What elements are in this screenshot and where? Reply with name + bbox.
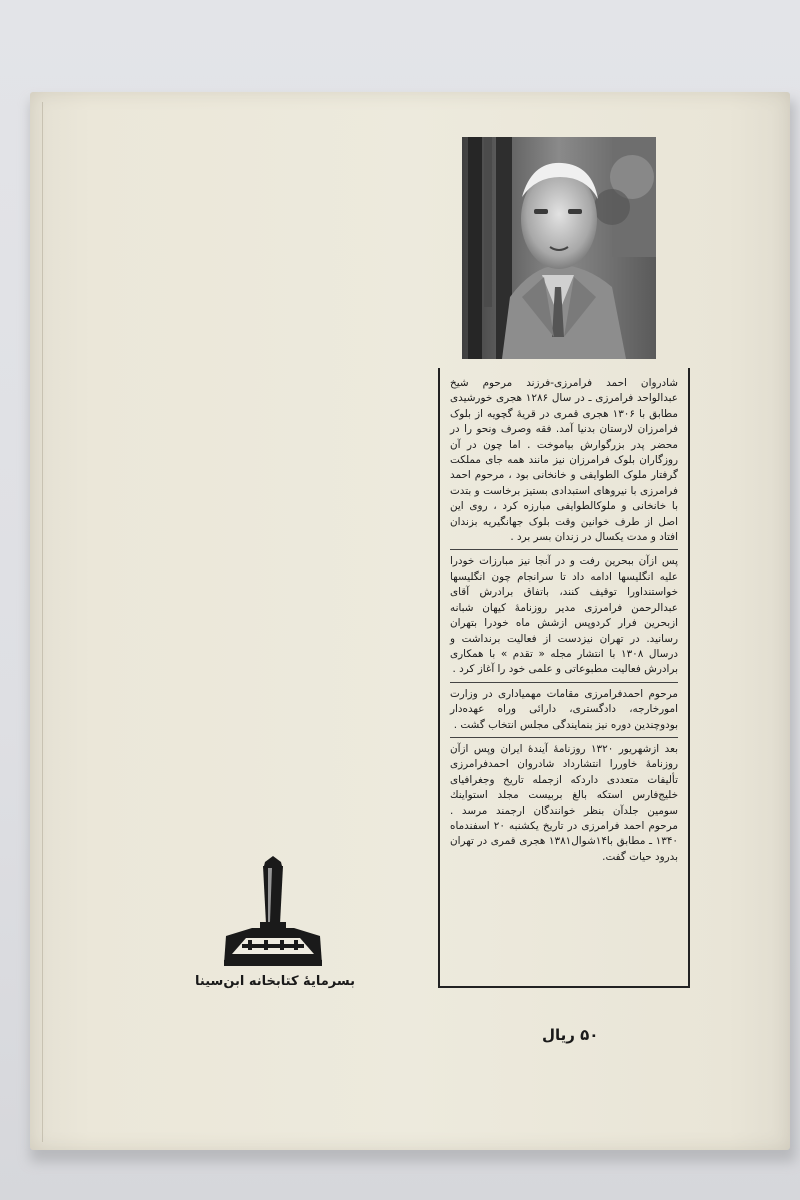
tower-icon	[218, 854, 328, 974]
biography-paragraph: شادروان احمد فرامرزی-فرزند مرحوم شیخ عبدالواحد فرامرزی ـ در سال ۱۲۸۶ هجری خورشیدی مطابق با ۱۳۰۶ هجری قمری در قریهٔ گچویه از بلوک فرامرزان لارستان بدنیا آمد. فقه وصرف ونحو را در محضر پدر بزرگوارش بیاموخت . اما چون در آن روزگاران بلوک فرامرزان نیز مانند همه جای مملکت گرفتار ملوک الطوایفی و خانخانی بود ، مرحوم احمد فرامرزی با نیروهای استبدادی بستیز برخاست و بتدت با خانخانی و ملوکالطوایفی مبارزه کرد ، روی این اصل از طرف خوانین وقت بلوک جهانگیریه بزندان افتاد و مدت یکسال در زندان بسر برد .	[450, 377, 678, 544]
avicenna-tower-logo	[218, 854, 328, 974]
portrait-image	[462, 137, 656, 359]
author-portrait-photo	[462, 137, 656, 359]
book-back-cover	[30, 92, 790, 1150]
book-price: ۵۰ ریال	[542, 1026, 599, 1044]
cover-crease	[42, 102, 43, 1142]
biography-paragraph: پس ازآن ببحرین رفت و در آنجا نیز مبارزات خودرا علیه انگلیسها ادامه داد تا سرانجام چون انگلیسها خواستنداورا توقیف کنند، باتفاق برادرش آقای عبدالرحمن فرامرزی مدیر روزنامهٔ کیهان شبانه ازبحرین فرار کردوپس ازشش ماه خودرا بتهران رسانید. در تهران نیزدست از فعالیت برنداشت و درسال ۱۳۰۸ با انتشار مجله « تقدم » با همکاری برادرش فعالیت مطبوعاتی و علمی خود را آغاز کرد .	[450, 549, 678, 677]
biography-paragraph: مرحوم احمدفرامرزی مقامات مهمیاداری در وزارت امورخارجه، دادگستری، دارائی وراه عهده‌دار بودوچندین دوره نیز بنمایندگی مجلس انتخاب گشت .	[450, 682, 678, 733]
author-biography-box	[438, 368, 690, 988]
biography-paragraph: بعد ازشهریور ۱۳۲۰ روزنامهٔ آیندهٔ ایران وپس ازآن روزنامهٔ خاوررا انتشارداد شادروان احمدفرامرزی تألیفات متعددی داردکه ازجمله تاریخ وجغرافیای خلیج‌فارس استکه بالغ بربیست مجلد استواینك سومین جلدآن بنظر خوانندگان ارجمند مرسد . مرحوم احمد فرامرزی در تاریخ یکشنبه ۲۰ اسفندماه ۱۳۴۰ ـ مطابق با۱۴شوال۱۳۸۱ هجری قمری در تهران بدرود حیات گفت.	[450, 737, 678, 865]
publisher-credit: بسرمایهٔ کتابخانه ابن‌سینا	[195, 974, 355, 989]
